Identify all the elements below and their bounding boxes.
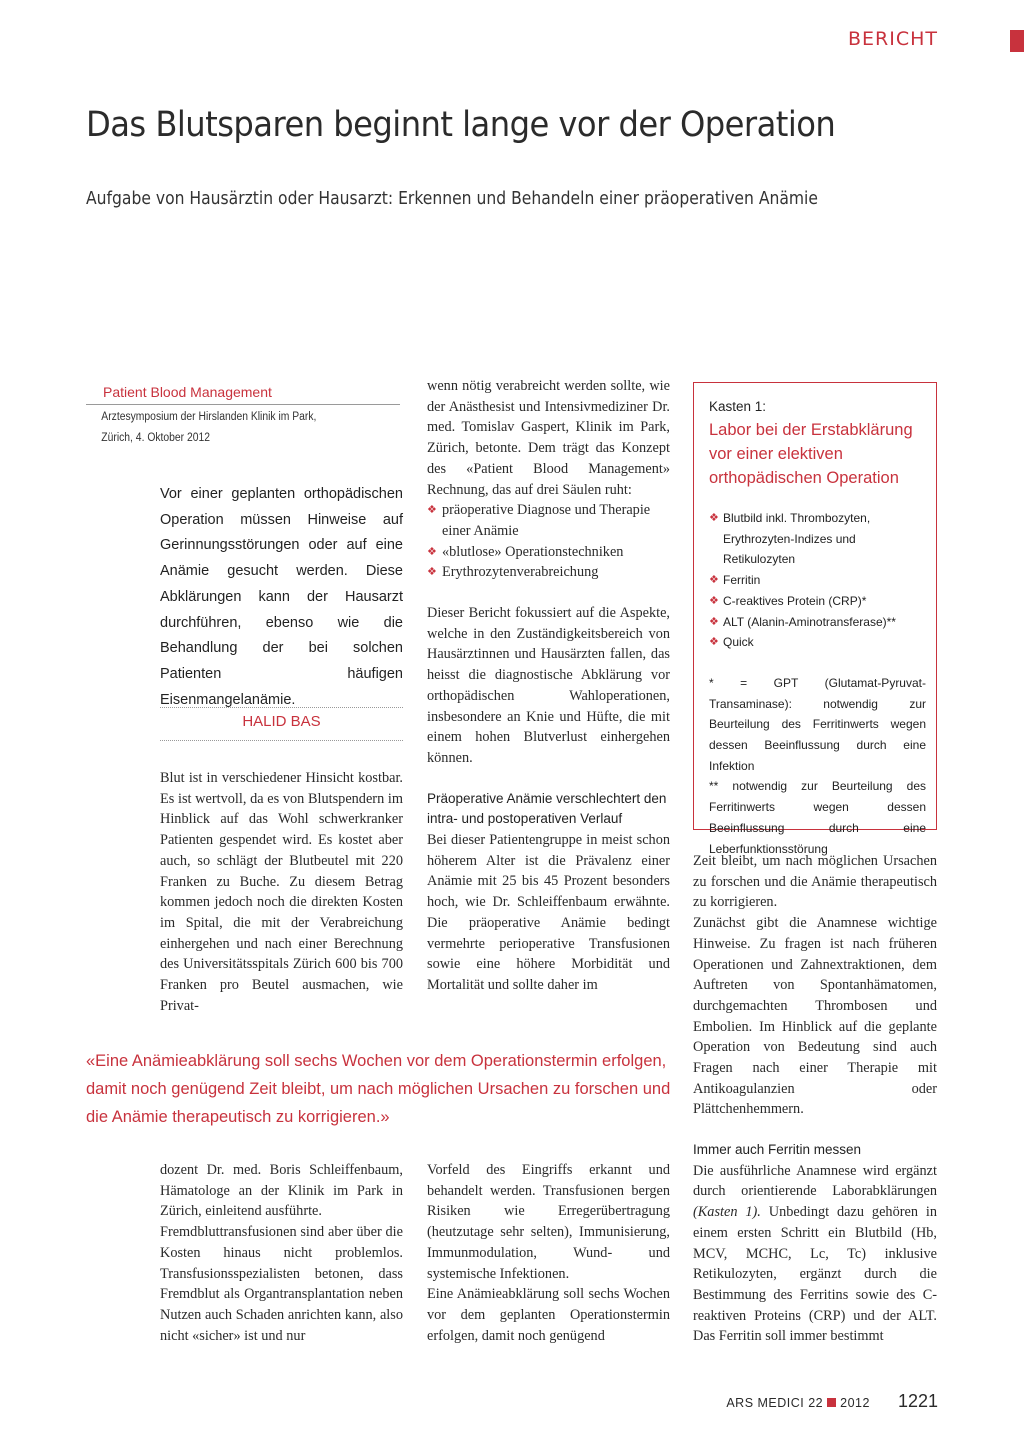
pull-quote: «Eine Anämieabklärung soll sechs Wochen vor dem Operationstermin erfolgen, damit noch genügend Zeit bleibt, um nach möglichen Ursachen zu forschen und die Anämie therapeutisch zu korrigieren.» bbox=[86, 1052, 671, 1126]
box-label: Kasten 1: bbox=[709, 399, 767, 414]
pillars-list bbox=[427, 500, 670, 583]
list-item: ❖ Blutbild inkl. Thrombozyten, Erythrozyten-Indizes und Retikulozyten bbox=[709, 508, 926, 570]
list-item: ❖ «blutlose» Operationstechniken bbox=[427, 542, 670, 563]
body-paragraph: Zeit bleibt, um nach möglichen Ursachen zu forschen und die Anämie therapeutisch zu korrigieren. bbox=[693, 853, 937, 911]
body-text: Unbedingt dazu gehören in einem ersten Schritt ein Blutbild (Hb, MCV, MCHC, Lc, Tc) inklusive Retikulozyten, ergänzt durch die Bestimmung des Ferritins sowie des C-reaktiven Proteins (CRP) und der ALT. Das Ferritin soll immer bestimmt bbox=[693, 1204, 937, 1345]
author-divider-bottom bbox=[160, 740, 403, 741]
column-2-bottom bbox=[427, 1160, 670, 1346]
section-marker bbox=[1010, 30, 1024, 52]
article-subtitle: Aufgabe von Hausärztin oder Hausarzt: Erkennen und Behandeln einer präoperativen Anämie bbox=[86, 189, 818, 209]
event-line-1: Ärztesymposium der Hirslanden Klinik im Park, bbox=[101, 411, 317, 423]
footnote: ** notwendig zur Beurteilung des Ferritinwerts wegen dessen Beeinflussung durch eine Leberfunktionsstörung bbox=[709, 779, 926, 856]
body-text: Die ausführliche Anamnese wird ergänzt durch orientierende Laborabklärungen bbox=[693, 1162, 937, 1200]
body-paragraph: Dieser Bericht fokussiert auf die Aspekte, welche in den Zuständigkeitsbereich von Hausärztinnen und Hausärzten fallen, das heisst die diagnostische Abklärung vor orthopädischen Wahloperationen, insbesondere an Knie und Hüfte, die mit einem hohen Blutverlust einhergehen können. bbox=[427, 605, 670, 766]
body-paragraph: wenn nötig verabreicht werden sollte, wie der Anästhesist und Intensivmediziner Dr. med. Tomislav Gaspert, Klinik im Park, Zürich, betonte. Dem trägt das Konzept des «Patient Blood Management» Rechnung, das auf drei Säulen ruht: bbox=[427, 378, 670, 498]
event-info-box bbox=[86, 382, 400, 449]
box-reference-link: (Kasten 1). bbox=[693, 1204, 761, 1221]
body-paragraph: Eine Anämieabklärung soll sechs Wochen vor dem geplanten Operationstermin erfolgen, damit noch genügend bbox=[427, 1286, 670, 1344]
list-item: ❖ Quick bbox=[709, 632, 926, 653]
event-title: Patient Blood Management bbox=[86, 382, 400, 405]
list-item: ❖ Erythrozytenverabreichung bbox=[427, 562, 670, 583]
body-paragraph: Bei dieser Patientengruppe in meist schon höherem Alter ist die Prävalenz einer Anämie mit 25 bis 45 Prozent besonders hoch, wie Dr. Schleiffenbaum erwähnte. Die präoperative Anämie bedingt vermehrte perioperative Transfusionen sowie eine höhere Morbidität und Mortalität und sollte daher im bbox=[427, 832, 670, 993]
lead-paragraph: Vor einer geplanten orthopädischen Operation müssen Hinweise auf Gerinnungsstörungen oder auf eine Anämie gesucht werden. Diese Abklärungen kann der Hausarzt durchführen, ebenso wie die Behandlung der bei solchen Patienten häufigen Eisenmangelanämie. bbox=[160, 486, 403, 708]
info-box-kasten-1 bbox=[693, 382, 937, 856]
body-paragraph: Fremdbluttransfusionen sind aber über die Kosten hinaus nicht problemlos. Transfusionsspezialisten betonen, dass Fremdblut als Organtransplantation neben Nutzen auch Schaden anrichten kann, also nicht «sicher» ist und nur bbox=[160, 1224, 403, 1344]
section-label: BERICHT bbox=[847, 28, 938, 50]
box-title: Labor bei der Erstabklärung vor einer elektiven orthopädischen Operation bbox=[709, 421, 913, 487]
separator-square bbox=[827, 1398, 836, 1407]
page-footer bbox=[726, 1391, 938, 1412]
body-paragraph: Zunächst gibt die Anamnese wichtige Hinweise. Zu fragen ist nach früheren Operationen und Zahnextraktionen, dem Auftreten von Spontanhämatomen, durchgemachten Thrombosen und Embolien. Im Hinblick auf die geplante Operation von Bedeutung sind auch Fragen nach einer Therapie mit Antikoagulanzien oder Plättchenhemmern. bbox=[693, 915, 937, 1118]
column-1-bottom bbox=[160, 1160, 403, 1346]
author-divider-top bbox=[160, 707, 403, 708]
column-3-middle bbox=[693, 851, 937, 1120]
column-1-top bbox=[160, 768, 403, 1016]
page-number: 1221 bbox=[897, 1391, 938, 1411]
lab-tests-list bbox=[709, 508, 926, 653]
section-heading: Immer auch Ferritin messen bbox=[693, 1142, 862, 1157]
journal-year: 2012 bbox=[840, 1396, 870, 1410]
journal-name: ARS MEDICI 22 bbox=[726, 1396, 824, 1410]
author-name: HALID BAS bbox=[242, 713, 321, 730]
body-paragraph: Blut ist in verschiedener Hinsicht kostbar. Es ist wertvoll, da es von Blutspendern im Hinblick auf das Wohl schwerkranker Patienten gespendet wird. Es kostet aber auch, so schlägt der Blutbeutel mit 220 Franken zu Buche. Zu diesem Betrag kommen jedoch noch die direkten Kosten im Spital, die mit der Verabreichung einhergehen und nach einer Berechnung des Universitätsspitals Zürich 600 bis 700 Franken pro Beutel ausmachen, wie Privat- bbox=[160, 770, 403, 1014]
column-2-top bbox=[427, 376, 670, 996]
list-item: ❖ C-reaktives Protein (CRP)* bbox=[709, 591, 926, 612]
event-details bbox=[86, 405, 369, 449]
list-item: ❖ ALT (Alanin-Aminotransferase)** bbox=[709, 612, 926, 633]
footnote: * = GPT (Glutamat-Pyruvat-Transaminase): notwendig zur Beurteilung des Ferritinwerts wegen dessen Beeinflussung durch eine Infektion bbox=[709, 675, 926, 773]
article-title: Das Blutsparen beginnt lange vor der Operation bbox=[86, 105, 836, 145]
event-line-2: Zürich, 4. Oktober 2012 bbox=[101, 432, 211, 444]
section-heading: Präoperative Anämie verschlechtert den intra- und postoperativen Verlauf bbox=[427, 790, 667, 827]
column-3-bottom bbox=[693, 1140, 937, 1347]
body-paragraph: dozent Dr. med. Boris Schleiffenbaum, Hämatologe an der Klinik im Park in Zürich, einleitend ausführte. bbox=[160, 1162, 403, 1220]
list-item: ❖ Ferritin bbox=[709, 570, 926, 591]
list-item: ❖ präoperative Diagnose und Therapie einer Anämie bbox=[427, 500, 670, 541]
body-paragraph bbox=[693, 1161, 937, 1347]
body-paragraph: Vorfeld des Eingriffs erkannt und behandelt werden. Transfusionen bergen Risiken wie Erregerübertragung (heutzutage sehr selten), Immunisierung, Immunmodulation, Wund- und systemische Infektionen. bbox=[427, 1162, 670, 1282]
box-footnotes bbox=[709, 673, 926, 859]
